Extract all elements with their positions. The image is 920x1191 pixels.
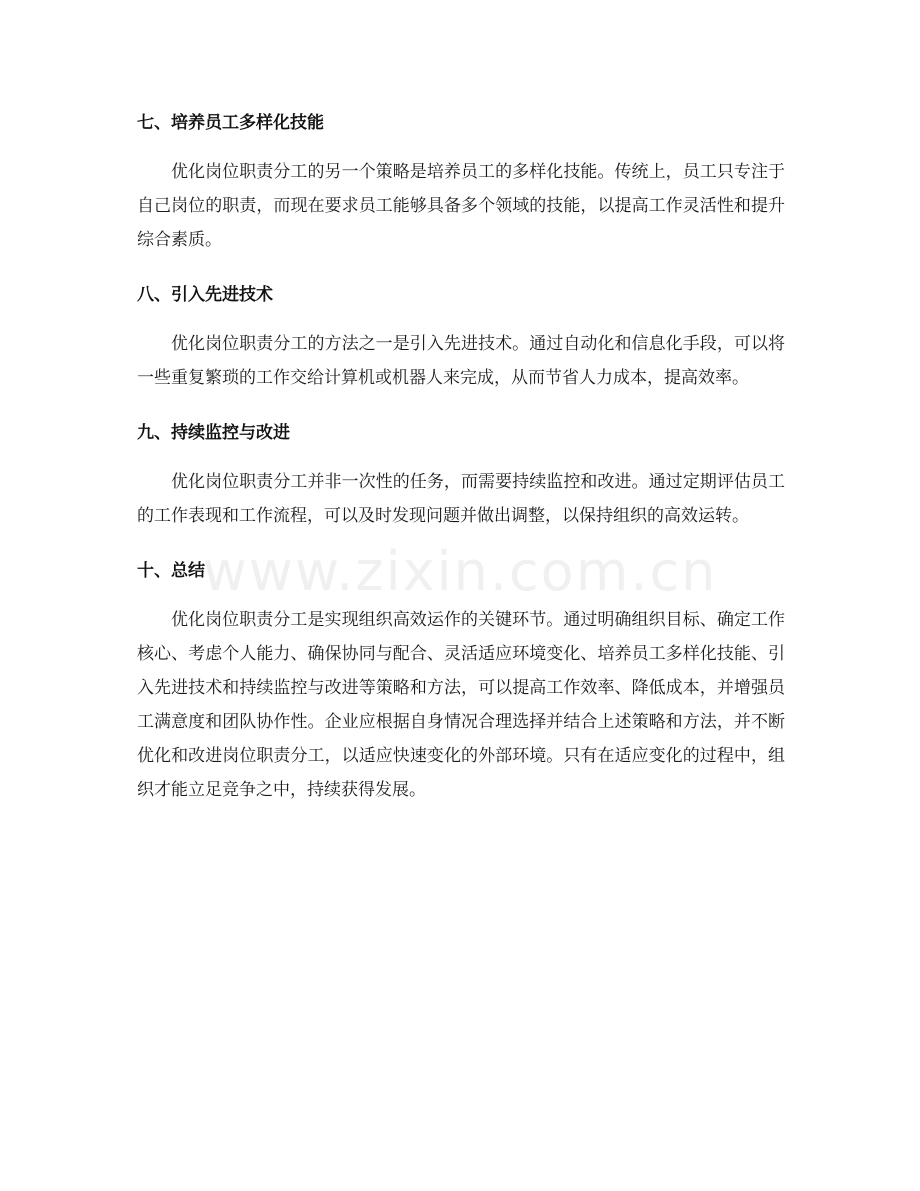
watermark: www.zixin.com.cn xyxy=(202,540,718,603)
section-paragraph: 优化岗位职责分工的另一个策略是培养员工的多样化技能。传统上，员工只专注于自己岗位的职责，而现在要求员工能够具备多个领域的技能，以提高工作灵活性和提升综合素质。 xyxy=(137,162,785,250)
section-paragraph: 优化岗位职责分工是实现组织高效运作的关键环节。通过明确组织目标、确定工作核心、考虑个人能力、确保协同与配合、灵活适应环境变化、培养员工多样化技能、引入先进技术和持续监控与改进等策略和方法，可以提高工作效率、降低成本，并增强员工满意度和团队协作性。企业应根据自身情况合理选择并结合上述策略和方法，并不断优化和改进岗位职责分工，以适应快速变化的外部环境。只有在适应变化的过程中，组织才能立足竞争之中，持续获得发展。 xyxy=(137,610,785,800)
section-heading: 九、持续监控与改进 xyxy=(137,423,290,443)
section-heading: 八、引入先进技术 xyxy=(137,285,273,305)
section-8 xyxy=(137,275,785,395)
section-9 xyxy=(137,413,785,533)
section-7 xyxy=(137,103,785,257)
section-paragraph: 优化岗位职责分工并非一次性的任务，而需要持续监控和改进。通过定期评估员工的工作表现和工作流程，可以及时发现问题并做出调整，以保持组织的高效运转。 xyxy=(137,472,785,526)
document-body xyxy=(137,103,785,825)
section-10 xyxy=(137,551,785,807)
section-heading: 七、培养员工多样化技能 xyxy=(137,113,324,133)
section-heading: 十、总结 xyxy=(137,561,205,581)
section-paragraph: 优化岗位职责分工的方法之一是引入先进技术。通过自动化和信息化手段，可以将一些重复繁琐的工作交给计算机或机器人来完成，从而节省人力成本，提高效率。 xyxy=(137,334,785,388)
